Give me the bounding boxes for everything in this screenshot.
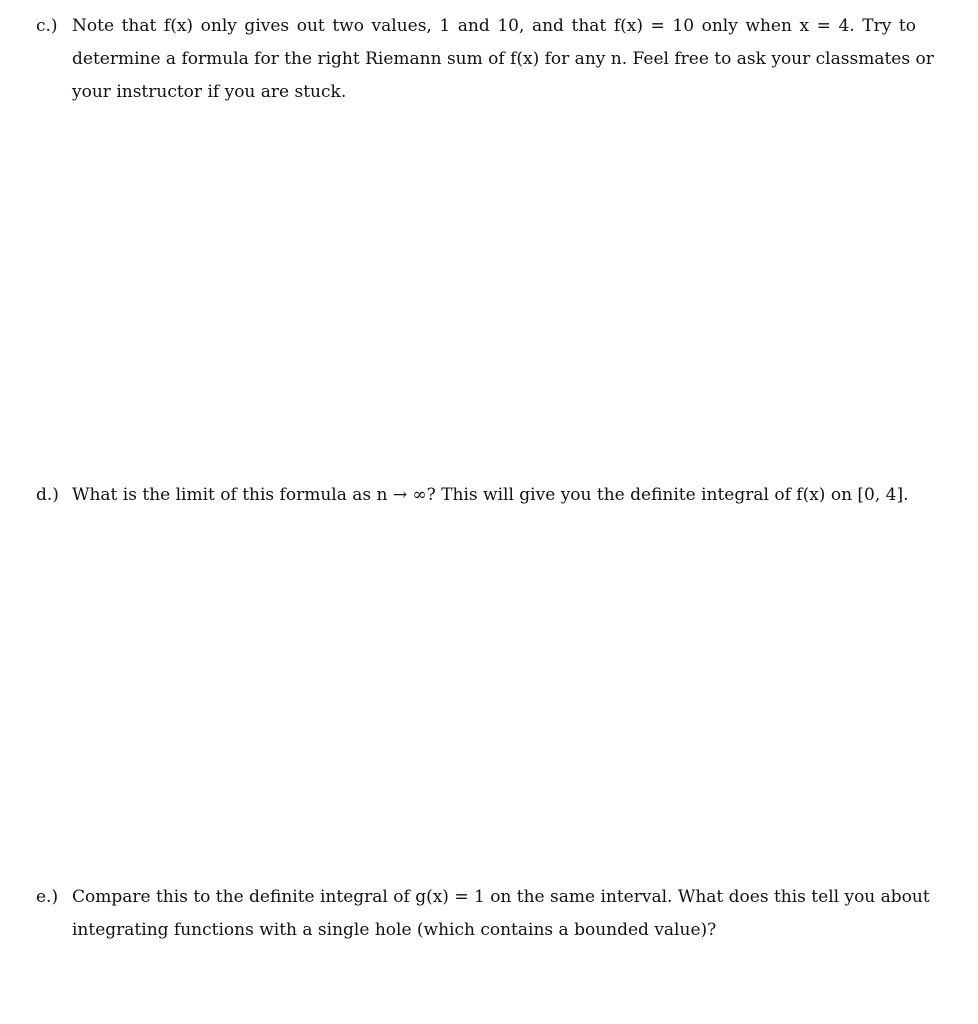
question-d-text-line-1: What is the limit of this formula as n → ∞? This will give you the definite integral of f(x) on [0, 4].: [72, 485, 909, 505]
question-c-text-line-1: Note that f(x) only gives out two values, 1 and 10, and that f(x) = 10 only when x = 4. Try to: [72, 16, 916, 36]
question-e-text-line-1: Compare this to the definite integral of g(x) = 1 on the same interval. What does this tell you about: [72, 887, 930, 907]
question-e-line-1: [36, 881, 930, 914]
question-e-text-line-2: integrating functions with a single hole (which contains a bounded value)?: [72, 920, 717, 940]
question-c-label: c.): [36, 16, 58, 36]
question-d-label: d.): [36, 485, 59, 505]
question-c-line-1: [36, 10, 916, 43]
question-e-label: e.): [36, 887, 59, 907]
question-d: [36, 479, 916, 512]
question-c: [36, 10, 934, 109]
question-d-line-1: [36, 479, 916, 512]
question-c-text-line-2: determine a formula for the right Riemann sum of f(x) for any n. Feel free to ask your classmates or: [72, 49, 934, 69]
question-c-text-line-3: your instructor if you are stuck.: [72, 82, 347, 102]
question-e: [36, 881, 930, 947]
